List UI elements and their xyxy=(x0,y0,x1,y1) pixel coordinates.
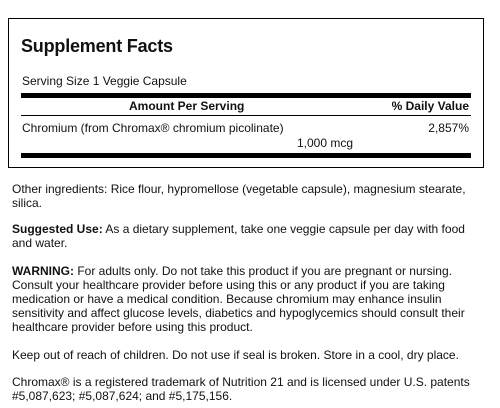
supplement-facts-panel xyxy=(8,18,484,168)
other-ingredients: Other ingredients: Rice flour, hypromellose (vegetable capsule), magnesium stearate, silica. xyxy=(12,182,466,210)
nutrient-amount: 1,000 mcg xyxy=(297,136,354,150)
facts-title: Supplement Facts xyxy=(21,36,173,56)
warning xyxy=(12,264,488,334)
trademark-notice: Chromax® is a registered trademark of Nutrition 21 and is licensed under U.S. patents #5,087,623; #5,087,624; and #5,175,156. xyxy=(12,375,470,403)
suggested-use-label: Suggested Use: xyxy=(12,222,103,236)
storage-instructions: Keep out of reach of children. Do not use if seal is broken. Store in a cool, dry place. xyxy=(12,348,459,362)
nutrient-name: Chromium (from Chromax® chromium picolinate) xyxy=(22,121,284,135)
suggested-use-text: As a dietary supplement, take one veggie capsule per day with food and water. xyxy=(12,222,465,250)
thick-divider xyxy=(21,93,471,98)
warning-text: For adults only. Do not take this product if you are pregnant or nursing. Consult your healthcare provider before using this or any product if you are taking medication or have a medical condition. Because chromium may enhance insulin sensitivity and affect glucose levels, diabetics and hypoglycemics should consult their healthcare provider before using this product. xyxy=(12,264,465,334)
warning-label: WARNING: xyxy=(12,264,74,278)
bottom-thick-divider xyxy=(21,153,471,158)
serving-size: Serving Size 1 Veggie Capsule xyxy=(22,74,187,88)
thin-divider xyxy=(21,115,471,116)
nutrient-daily-value: 2,857% xyxy=(428,121,469,135)
suggested-use xyxy=(12,222,488,250)
amount-per-serving-header: Amount Per Serving xyxy=(129,99,245,113)
daily-value-header: % Daily Value xyxy=(391,99,469,113)
